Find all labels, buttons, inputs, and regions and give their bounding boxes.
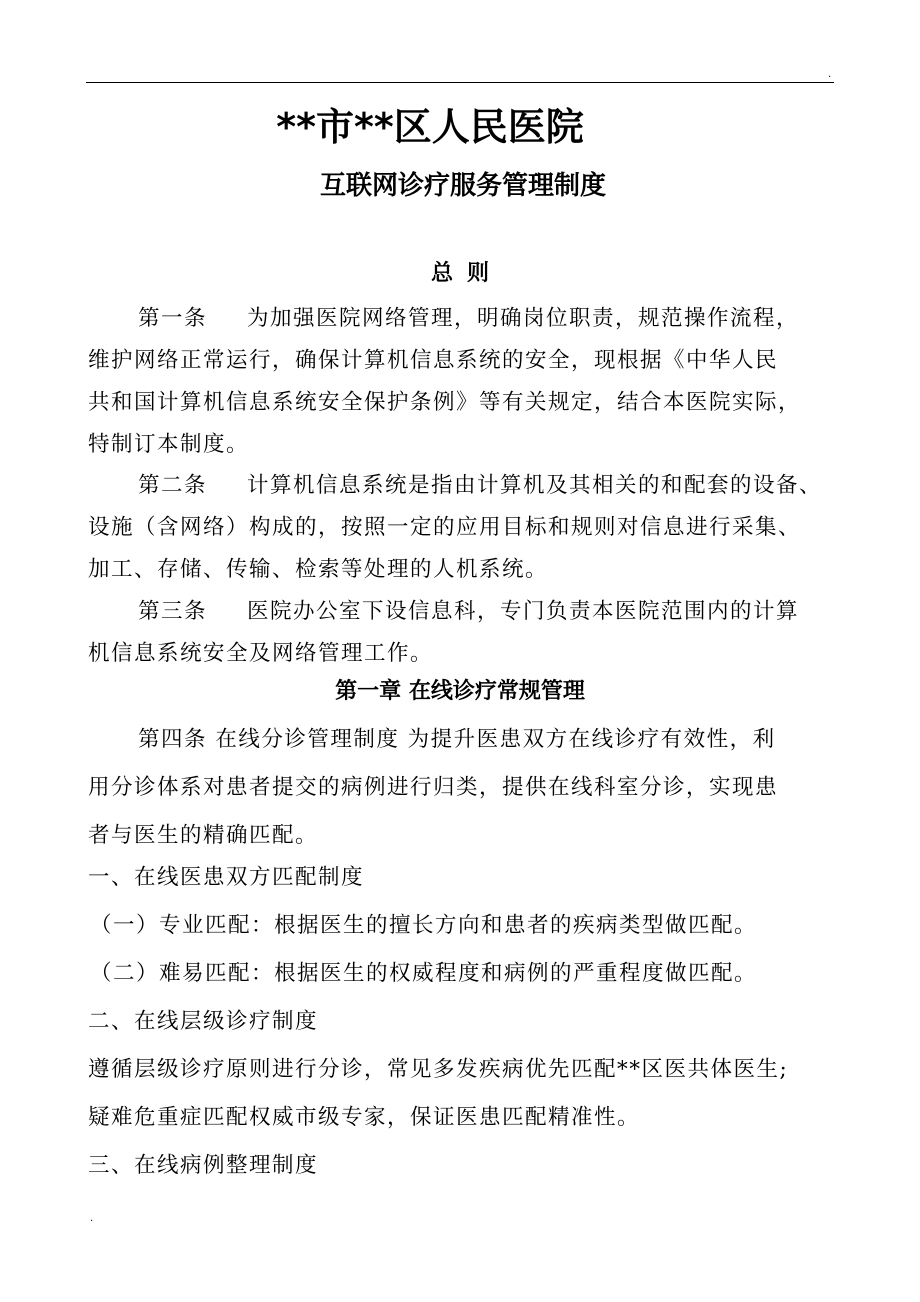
header-rule — [86, 82, 834, 83]
article-2 — [88, 465, 842, 591]
article-1-label: 第一条 — [138, 306, 208, 331]
chapter-1-heading: 第一章 在线诊疗常规管理 — [335, 679, 585, 704]
list-item: 一、在线医患双方匹配制度 — [88, 865, 365, 890]
article-2-label: 第二条 — [138, 473, 208, 498]
article-1-line: 特制订本制度。 — [88, 432, 250, 457]
article-3-text: 医院办公室下设信息科，专门负责本医院范围内的计算 — [247, 599, 800, 624]
list-item: （一）专业匹配：根据医生的擅长方向和患者的疾病类型做匹配。 — [90, 913, 758, 938]
list-item: 二、在线层级诊疗制度 — [88, 1009, 319, 1034]
article-1-line — [88, 298, 842, 340]
list-item: 遵循层级诊疗原则进行分诊，常见多发疾病优先匹配**区医共体医生; — [88, 1057, 789, 1082]
article-4-line: 第四条 在线分诊管理制度 为提升医患双方在线诊疗有效性，利 — [138, 727, 776, 752]
article-1-line: 共和国计算机信息系统安全保护条例》等有关规定，结合本医院实际， — [88, 390, 802, 415]
document-subtitle: 互联网诊疗服务管理制度 — [319, 171, 606, 201]
article-1-line: 维护网络正常运行，确保计算机信息系统的安全，现根据《中华人民 — [88, 348, 779, 373]
list-item: （二）难易匹配：根据医生的权威程度和病例的严重程度做匹配。 — [90, 961, 758, 986]
article-3-line: 机信息系统安全及网络管理工作。 — [88, 641, 434, 666]
article-3-label: 第三条 — [138, 599, 208, 624]
list-item: 疑难危重症匹配权威市级专家，保证医患匹配精准性。 — [88, 1105, 641, 1130]
list-item: 三、在线病例整理制度 — [88, 1153, 319, 1178]
article-2-line — [88, 465, 842, 507]
article-2-line: 设施（含网络）构成的，按照一定的应用目标和规则对信息进行采集、 — [88, 515, 802, 540]
article-4-line: 者与医生的精确匹配。 — [88, 823, 319, 848]
article-4 — [88, 716, 842, 860]
document-title: **市**区人民医院 — [276, 105, 584, 149]
corner-mark-bottom: . — [90, 1213, 94, 1224]
article-3 — [88, 591, 842, 675]
article-4-line: 用分诊体系对患者提交的病例进行归类，提供在线科室分诊，实现患 — [88, 775, 779, 800]
article-1-text: 为加强医院网络管理，明确岗位职责，规范操作流程， — [247, 306, 800, 331]
article-2-line: 加工、存储、传输、检索等处理的人机系统。 — [88, 557, 549, 582]
article-1 — [88, 298, 842, 466]
corner-mark-top: . — [828, 69, 832, 80]
section-heading-general: 总则 — [430, 261, 503, 286]
article-3-line — [88, 591, 842, 633]
article-2-text: 计算机信息系统是指由计算机及其相关的和配套的设备、 — [247, 473, 823, 498]
